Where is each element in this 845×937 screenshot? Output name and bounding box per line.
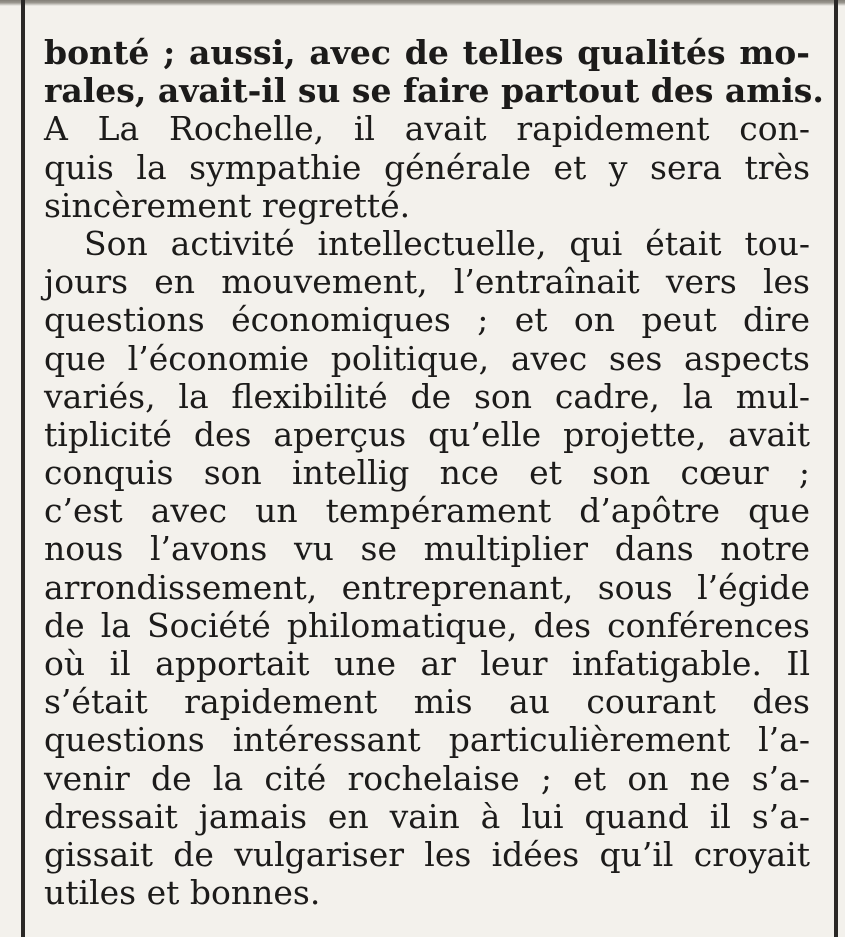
- column-rule-left: [21, 0, 25, 937]
- paragraph-1: [44, 33, 824, 225]
- text-line: conquis son intellig nce et son cœur ;: [44, 453, 810, 493]
- text-line: questions économiques ; et on peut dire: [44, 300, 810, 340]
- text-line: que l’économie politique, avec ses aspects: [44, 338, 810, 378]
- text-line: tiplicité des aperçus qu’elle projette, avait: [44, 414, 810, 454]
- column-rule-right: [834, 0, 838, 937]
- text-line: s’était rapidement mis au courant des: [44, 682, 810, 722]
- text-line: arrondissement, entreprenant, sous l’égide: [44, 567, 810, 607]
- text-line: A La Rochelle, il avait rapidement con-: [44, 109, 810, 149]
- text-line: variés, la flexibilité de son cadre, la mul-: [44, 376, 810, 416]
- text-line: quis la sympathie générale et y sera très: [44, 147, 810, 187]
- text-line: utiles et bonnes.: [44, 873, 321, 913]
- text-line: questions intéressant particulièrement l’a-: [44, 720, 810, 760]
- text-line: de la Société philomatique, des conférences: [44, 605, 810, 645]
- text-line: où il apportait une ar leur infatigable. Il: [44, 644, 810, 683]
- article-column: [44, 33, 824, 913]
- text-line: bonté ; aussi, avec de telles qualités mo-: [44, 33, 810, 72]
- text-line: rales, avait-il su se faire partout des amis.: [44, 71, 824, 111]
- text-line: nous l’avons vu se multiplier dans notre: [44, 529, 810, 569]
- text-line: Son activité intellectuelle, qui était tou-: [84, 223, 810, 263]
- paragraph-2: [44, 225, 810, 912]
- text-line: venir de la cité rochelaise ; et on ne s’a-: [44, 758, 810, 798]
- text-line: gissait de vulgariser les idées qu’il croyait: [44, 834, 810, 874]
- text-line: dressait jamais en vain à lui quand il s’a-: [44, 796, 810, 836]
- text-line: sincèrement regretté.: [44, 185, 411, 225]
- top-rule: [0, 0, 845, 6]
- text-line: c’est avec un tempérament d’apôtre que: [44, 491, 810, 531]
- text-line: jours en mouvement, l’entraînait vers les: [44, 262, 810, 302]
